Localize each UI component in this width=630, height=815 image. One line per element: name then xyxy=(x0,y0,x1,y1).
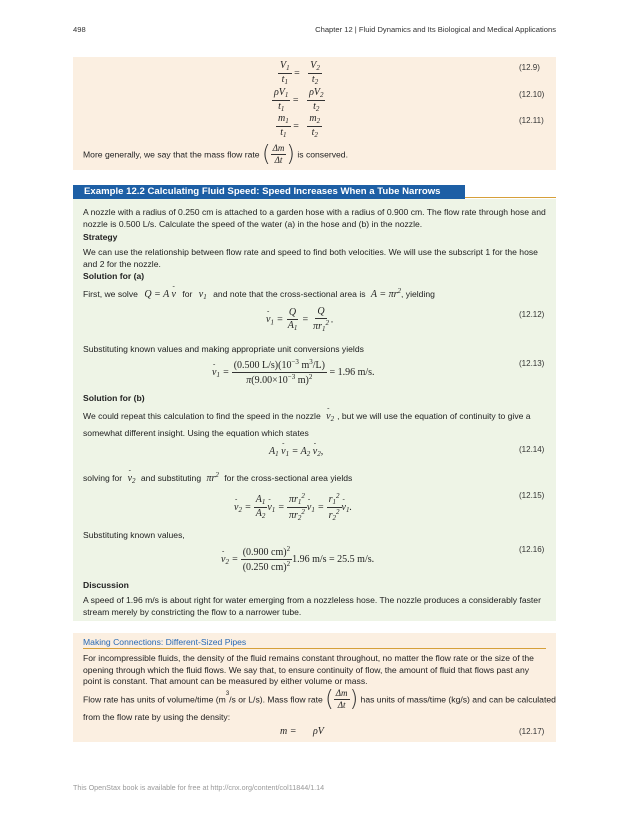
equation-12-15: - $v_2$ = $\frac{A_1}{A_2}$ - $v_1$ = $\frac{\pi r_1^2}{\pi r_2^2}$ - $v_1$ = $\frac{r_1^2}{r_2^2}$ - $v_1$. xyxy=(234,493,352,522)
eq-number-12-13: (12.13) xyxy=(519,359,545,368)
equation-12-11: $\frac{m_1}{t_1}$ = $\frac{m_2}{t_2}$ xyxy=(278,113,321,139)
eq-number-12-14: (12.14) xyxy=(519,445,545,454)
eq-number-12-9: (12.9) xyxy=(519,63,540,72)
yielding-text: , yielding xyxy=(401,289,435,299)
eq-16-result: 1.96 m/s = 25.5 m/s. xyxy=(292,553,375,565)
eq-13-result: = 1.96 m/s. xyxy=(329,366,375,378)
for-text: for xyxy=(182,289,193,299)
solving-line: solving for - $v_2$ and substituting $\pi r^2$ for the cross-sectional area yields xyxy=(83,471,352,485)
strategy-text: We can use the relationship between flow rate and speed to find both velocities. We will use the subscript 1 for the hose and 2 for the nozzle. xyxy=(83,247,538,269)
mass-flow-text-after: is conserved. xyxy=(297,149,348,160)
eq-number-12-16: (12.16) xyxy=(519,545,545,554)
mass-flow-rate-sentence: More generally, we say that the mass flow rate ( $\frac{\Delta m}{\Delta t}$ ) is conserved. xyxy=(83,142,348,167)
cross-section-text: for the cross-sectional area yields xyxy=(224,473,353,483)
making-connections-rule xyxy=(83,648,546,649)
substituting-text: Substituting known values and making appropriate unit conversions yields xyxy=(83,344,364,354)
equation-12-16: - $v_2$ = $\frac{(0.900 cm)^2}{(0.250 cm)^2}$ 1.96 m/s = 25.5 m/s. xyxy=(221,546,374,573)
solution-b-text-2: , but we will use the equation of continuity to give a xyxy=(337,411,531,421)
flow-rate-units-line: Flow rate has units of volume/time ($m^3/s$ or L/s). Mass flow rate ( $\frac{\Delta m}{\Delta t}$ ) has units of mass/time (kg/s) and can be calculated xyxy=(83,687,556,712)
para-2-b: /s or L/s). Mass flow rate xyxy=(229,694,323,705)
strategy-heading: Strategy xyxy=(83,232,118,242)
chapter-title: Chapter 12 | Fluid Dynamics and Its Biological and Medical Applications xyxy=(315,25,556,34)
equation-12-12: - $v_1$ = $\frac{Q}{A_1}$ = $\frac{Q}{\pi r_1^2}$ . xyxy=(266,307,333,333)
solution-a-line: First, we solve Q = A - v for $v_1$ and note that the cross-sectional area is $A = \pi r^2$, yielding xyxy=(83,287,435,301)
para-2-d: from the flow rate by using the density: xyxy=(83,712,231,722)
footer-text: This OpenStax book is available for free at http://cnx.org/content/col11844/1.14 xyxy=(73,783,325,792)
solution-b-line-1: We could repeat this calculation to find the speed in the nozzle - $v_2$ , but we will use the equation of continuity to give a xyxy=(83,411,531,423)
example-intro: A nozzle with a radius of 0.250 cm is attached to a garden hose with a radius of 0.900 cm. The flow rate through hose and nozzle is 0.500 L/s. Calculate the speed of the water (a) in the hose and (b) in the nozzle. xyxy=(83,207,546,229)
solution-b-text-1: We could repeat this calculation to find the speed in the nozzle xyxy=(83,411,321,421)
discussion-text: A speed of 1.96 m/s is about right for water emerging from a nozzleless hose. The nozzle produces a considerably faster stream merely by constricting the flow to a narrower tube. xyxy=(83,595,541,617)
substituting-known-text: Substituting known values, xyxy=(83,530,185,540)
solution-a-heading: Solution for (a) xyxy=(83,271,145,281)
equation-12-14: $A_1 - v_1 = A_2 - v_2$, xyxy=(269,446,323,458)
solution-b-text-3: somewhat different insight. Using the equation which states xyxy=(83,428,309,438)
eq-number-12-15: (12.15) xyxy=(519,491,545,500)
making-connections-title: Making Connections: Different-Sized Pipes xyxy=(83,637,247,647)
discussion-heading: Discussion xyxy=(83,580,129,590)
solving-for-text: solving for xyxy=(83,473,123,483)
page-number: 498 xyxy=(73,25,86,34)
eq-number-12-12: (12.12) xyxy=(519,310,545,319)
and-substituting-text: and substituting xyxy=(140,473,202,483)
para-2-c: has units of mass/time (kg/s) and can be calculated xyxy=(360,694,556,705)
equation-12-10: $\frac{\rho V_1}{t_1}$ = $\frac{\rho V_2}{t_2}$ xyxy=(274,87,324,113)
eq-13-numerator: (0.500 L/s)(10 xyxy=(233,360,292,371)
equation-12-13: - $v_1$ = $\frac{(0.500 L/s)(10^{-3} m^3/L)}{\pi(9.00\times 10^{-3} m)^2}$ = 1.96 m/s. xyxy=(212,359,375,386)
eq-number-12-11: (12.11) xyxy=(519,116,544,125)
para-2-a: Flow rate has units of volume/time (m xyxy=(83,694,226,705)
solution-b-heading: Solution for (b) xyxy=(83,393,145,403)
making-connections-para-1: For incompressible fluids, the density of the fluid remains constant throughout, no matter the flow rate or the size of the opening through which the fluid flows. We say that, to ensure continuity of flow, the amount of fluid that flows past any point is constant. That amount can be measured by either volume or mass. xyxy=(83,653,534,687)
example-title-rule xyxy=(465,197,556,198)
equation-12-9: $\frac{V_1}{t_1}$ = $\frac{V_2}{t_2}$ xyxy=(280,60,320,86)
mass-flow-text-before: More generally, we say that the mass flow rate xyxy=(83,149,260,160)
eq-number-12-10: (12.10) xyxy=(519,90,545,99)
solve-text: First, we solve xyxy=(83,289,138,299)
equation-12-17: m = ρV xyxy=(280,726,324,737)
eq-number-12-17: (12.17) xyxy=(519,727,545,736)
example-title: Example 12.2 Calculating Fluid Speed: Speed Increases When a Tube Narrows xyxy=(73,185,465,199)
note-text: and note that the cross-sectional area is xyxy=(213,289,366,299)
